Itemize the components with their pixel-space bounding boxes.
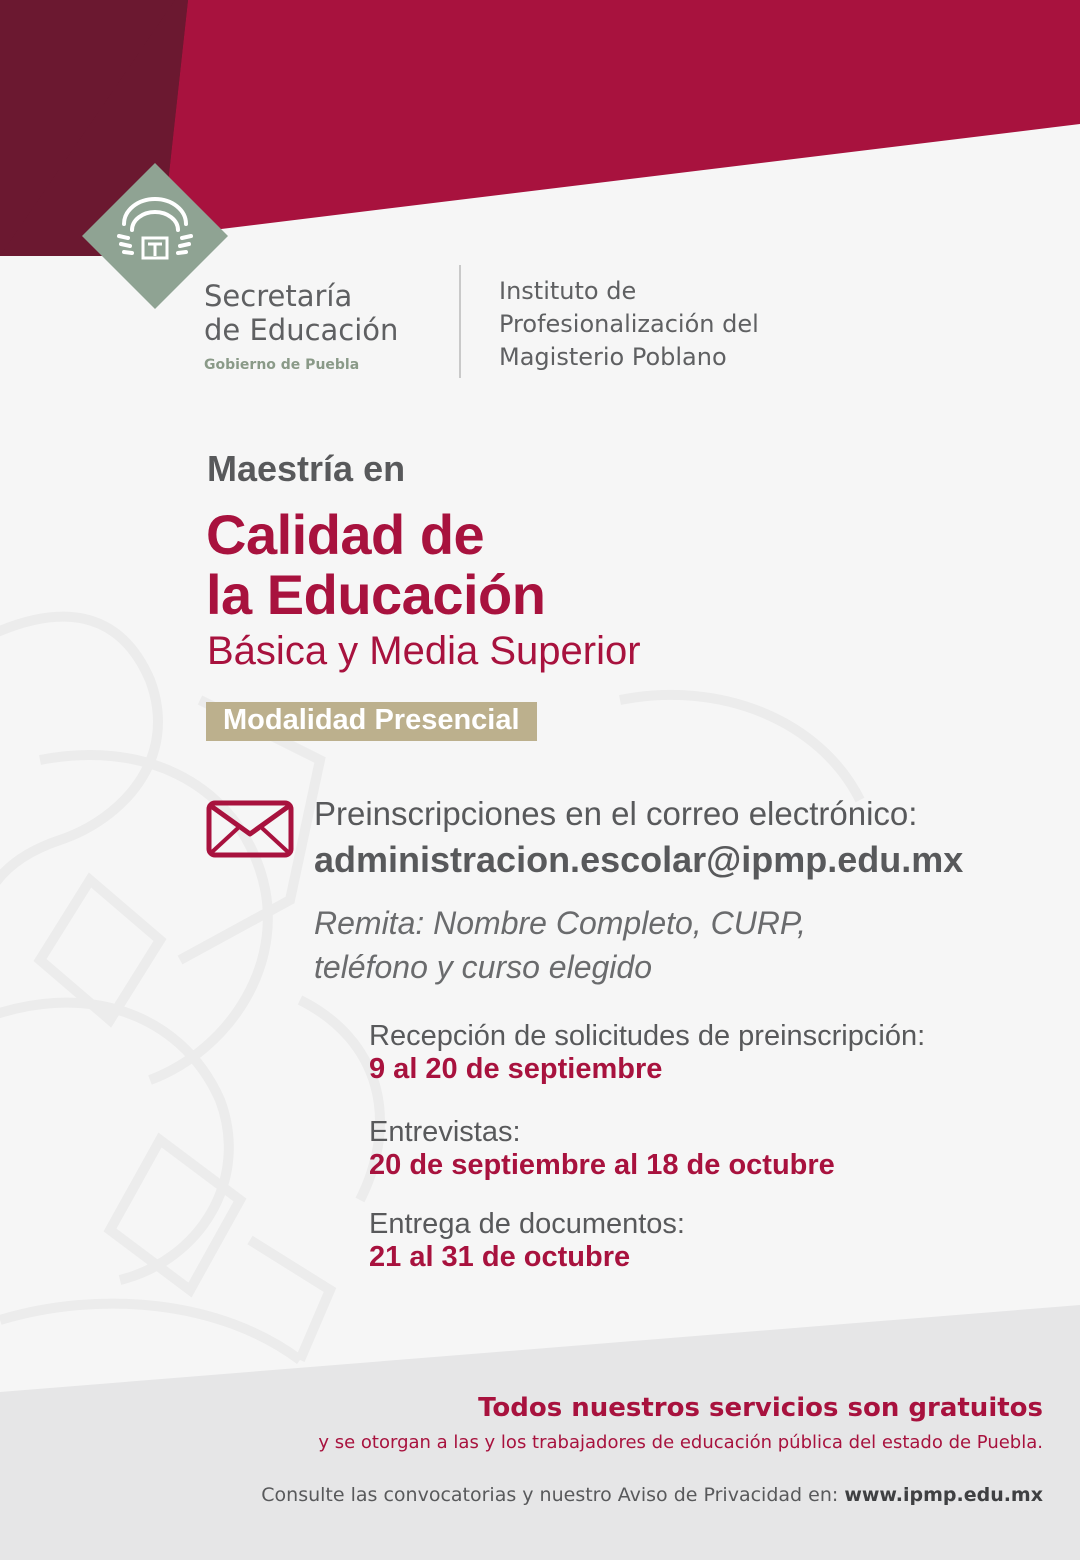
program-prefix: Maestría en	[207, 448, 406, 489]
remit-instructions	[314, 901, 806, 989]
schedule-date: 20 de septiembre al 18 de octubre	[369, 1149, 835, 1181]
website-link[interactable]: www.ipmp.edu.mx	[844, 1484, 1043, 1506]
schedule-label: Entrega de documentos:	[369, 1208, 685, 1240]
schedule-label: Entrevistas:	[369, 1116, 521, 1148]
program-title-line-2: la Educación	[206, 563, 546, 626]
preinscription-intro: Preinscripciones en el correo electrónico:	[314, 795, 918, 832]
consult-line	[261, 1484, 1043, 1506]
remit-line-2: teléfono y curso elegido	[314, 949, 652, 985]
institute-line-3: Magisterio Poblano	[499, 343, 727, 371]
secretaria-logo-text	[204, 279, 398, 373]
schedule-date: 21 al 31 de octubre	[369, 1241, 631, 1273]
modality-badge: Modalidad Presencial	[206, 702, 537, 741]
institute-line-1: Instituto de	[499, 277, 637, 305]
logo-line-2: de Educación	[204, 313, 399, 347]
logo-government: Gobierno de Puebla	[204, 357, 360, 373]
free-services-note: y se otorgan a las y los trabajadores de educación pública del estado de Puebla.	[318, 1432, 1043, 1453]
schedule-label: Recepción de solicitudes de preinscripción:	[369, 1020, 926, 1052]
institute-line-2: Profesionalización del	[499, 310, 759, 338]
institute-name	[499, 275, 759, 374]
contact-email-link[interactable]: administracion.escolar@ipmp.edu.mx	[314, 839, 964, 880]
schedule-date: 9 al 20 de septiembre	[369, 1053, 663, 1085]
envelope-icon	[206, 800, 294, 858]
logo-line-1: Secretaría	[204, 279, 353, 313]
header-divider	[459, 265, 461, 378]
consult-text: Consulte las convocatorias y nuestro Aviso de Privacidad en:	[261, 1484, 839, 1506]
program-title-line-1: Calidad de	[206, 503, 485, 566]
program-subtitle: Básica y Media Superior	[207, 629, 641, 673]
schedule-item-documents	[369, 1208, 685, 1274]
schedule-item-reception	[369, 1020, 925, 1086]
schedule-item-interviews	[369, 1116, 835, 1182]
remit-line-1: Remita: Nombre Completo, CURP,	[314, 905, 807, 941]
free-services-heading: Todos nuestros servicios son gratuitos	[478, 1393, 1043, 1423]
program-title	[206, 505, 545, 625]
